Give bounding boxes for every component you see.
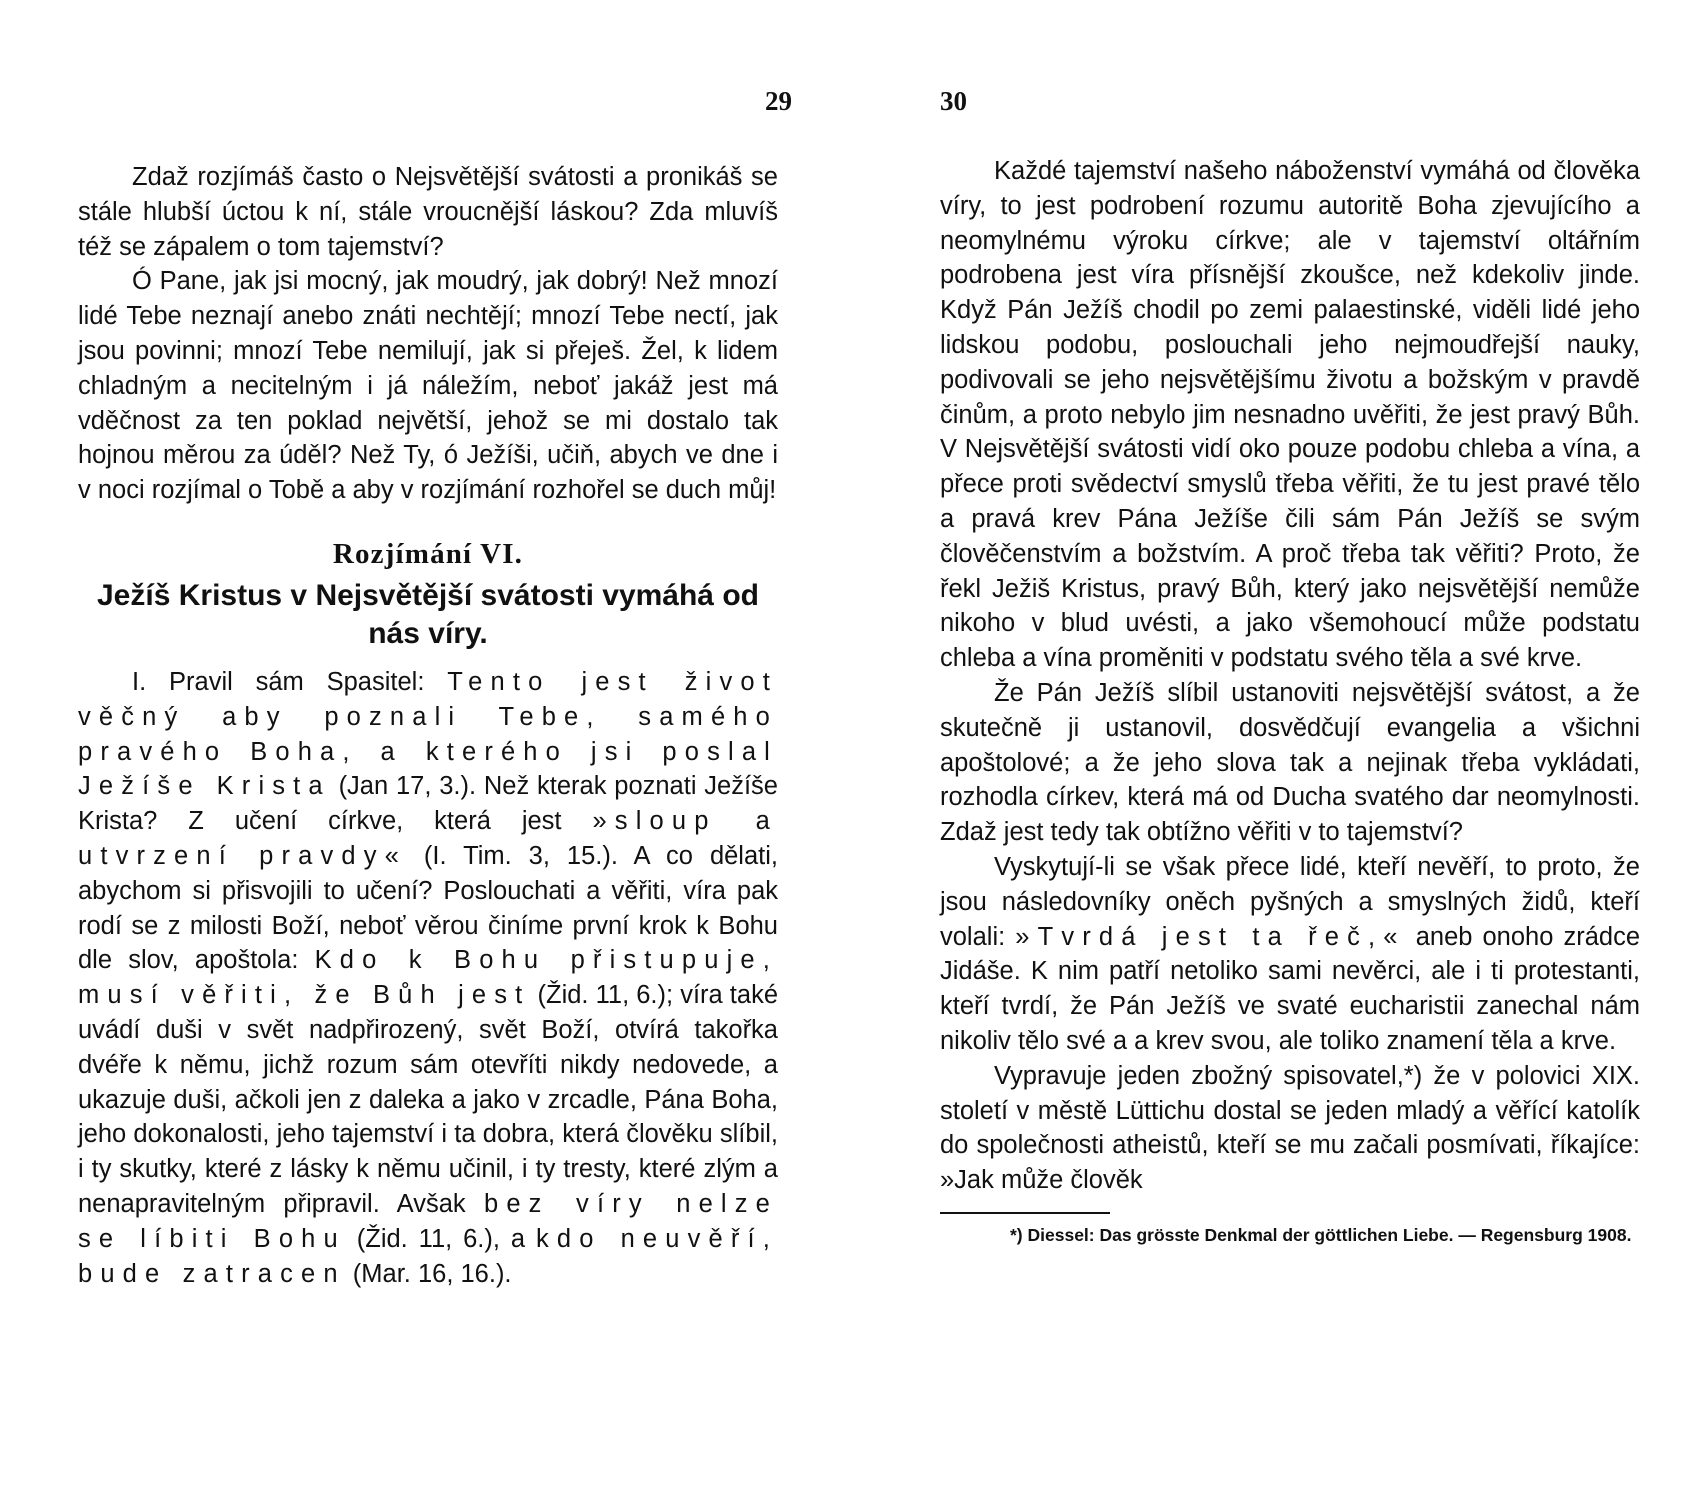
page-number-right: 30 — [940, 86, 967, 116]
spaced-quote: Tento jest život věčný aby poznali Tebe, samého pravého Boha, a kterého jsi poslal Ježíše Krista — [78, 667, 778, 801]
text-run: Vyskytují-li se však přece lidé, kteří nevěří, to proto, že jsou následovníky oněch pyšných a smyslných židů, kteří volali: — [940, 852, 1640, 951]
text-run: (Jan 17, 3.). Než kterak poznati Ježíše Krista? Z učení církve, která jest — [78, 772, 778, 836]
right-page-body — [940, 154, 1640, 1249]
spaced-quote: »Tvrdá jest ta řeč,« — [1015, 922, 1406, 951]
footnote: *) Diessel: Das grösste Denkmal der göttlichen Liebe. — Regensburg 1908. — [1010, 1224, 1632, 1245]
right-paragraph-2: Že Pán Ježíš slíbil ustanoviti nejsvětější svátost, a že skutečně ji ustanovil, dosvědčují evangelia a všichni apoštolové; a že jeho slova tak a nejinak třeba vykládati, rozhodla církev, která má od Ducha svatého dar neomylnosti. Zdaž jest tedy tak obtížno věřiti v to tajemství? — [940, 678, 1640, 847]
right-paragraph-1: Každé tajemství našeho náboženství vymáhá od člověka víry, to jest podrobení rozumu autoritě Boha zjevujícího a neomylnému výroku církve; ale v tajemství oltářním podrobena jest víra přísnější zkoušce, než kdekoliv jinde. Když Pán Ježíš chodil po zemi palaestinské, viděli lidé jeho lidskou podobu, poslouchali jeho nejmoudřejší nauky, podivovali se jeho nejsvětějšímu životu a božským v pravdě činům, a proto nebylo jim nesnadno uvěřiti, že jest pravý Bůh. V Nejsvětější svátosti vidí oko pouze podobu chleba a vína, a přece proti svědectví smyslů třeba věřiti, že tu jest pravé tělo a pravá krev Pána Ježíše čili sám Pán Ježíš se svým člověčenstvím a božstvím. A proč třeba tak věřiti? Proto, že řekl Ježiš Kristus, pravý Bůh, který jako nejsvětější nemůže nikoho v blud uvésti, a jako všemohoucí může podstatu chleba a vína proměniti v podstatu svého těla a své krve. — [940, 157, 1640, 673]
text-run: aneb onoho zrádce Jidáše. K nim patří netoliko sami nevěrci, ale i ti protestanti, kteří tvrdí, že Pán Ježíš ve svaté eucharistii zanechal nám nikoliv tělo své a a krev svou, ale toliko znamení těla a krve. — [940, 922, 1641, 1055]
page-number-left: 29 — [765, 86, 792, 116]
right-paragraph-4: Vypravuje jeden zbožný spisovatel,*) že v polovici XIX. století v městě Lüttichu dostal se jeden mladý a věřící katolík do společnosti atheistů, kteří se mu začali posmívati, říkajíce: »Jak může člověk — [940, 1061, 1640, 1195]
spaced-quote: »sloup a utvrzení pravdy« — [78, 807, 778, 870]
left-page — [78, 0, 792, 1501]
text-run: (Žid. 11, 6.); víra také uvádí duši v svět nadpřirozený, svět Boží, otvírá takořka dvéře k němu, jichž rozum sám otevříti nikdy nedovede, a ukazuje duši, ačkoli jen z daleka a jako v zrcadle, Pána Boha, jeho dokonalosti, jeho tajemství i ta dobra, která člověku slíbil, i ty skutky, které z lásky k němu učinil, i ty tresty, které zlým a nenapravitelným připravil. Avšak — [78, 981, 778, 1218]
left-page-body — [78, 160, 778, 1291]
left-paragraph-1: Zdaž rozjímáš často o Nejsvětější svátosti a pronikáš se stále hlubší úctou k ní, stále vroucnější láskou? Zda mluvíš též se zápalem o tom tajemství? — [78, 163, 778, 261]
footnote-rule — [940, 1212, 1110, 1214]
right-page — [940, 0, 1640, 1501]
text-run: (I. Tim. 3, 15.). A co dělati, abychom si přisvojili to učení? Poslouchati a věřiti, víra pak rodí se z milosti Boží, neboť věrou činíme první krok k Bohu dle slov, apoštola: — [78, 841, 778, 975]
text-run: (Mar. 16, 16.). — [345, 1259, 512, 1288]
spaced-quote: Kdo k Bohu přistupuje, musí věřiti, že Bůh jest — [78, 946, 778, 1010]
left-paragraph-3 — [78, 665, 778, 1291]
text-run: (Žid. 11, 6.), a — [345, 1224, 536, 1253]
meditation-subheading: Ježíš Kristus v Nejsvětější svátosti vymáhá od nás víry. — [97, 578, 759, 650]
left-paragraph-2: Ó Pane, jak jsi mocný, jak moudrý, jak dobrý! Než mnozí lidé Tebe neznají anebo znáti nechtějí; mnozí Tebe nectí, jak jsou povinni; mnozí Tebe nemilují, jak si přeješ. Žel, k lidem chladným a necitelným i já náležím, neboť jakáž jest má vděčnost za ten poklad největší, jehož se mi dostalo tak hojnou měrou za úděl? Než Ty, ó Ježíši, učiň, abych ve dne i v noci rozjímal o Tobě a aby v rozjímání rozhořel se duch můj! — [78, 267, 778, 505]
text-run: I. Pravil sám Spasitel: — [132, 667, 448, 696]
meditation-heading: Rozjímání VI. — [332, 537, 524, 570]
spaced-quote: kdo neuvěří, bude zatracen — [78, 1224, 779, 1288]
right-paragraph-3 — [940, 850, 1640, 1059]
spaced-quote: bez víry nelze se líbiti Bohu — [78, 1189, 779, 1253]
